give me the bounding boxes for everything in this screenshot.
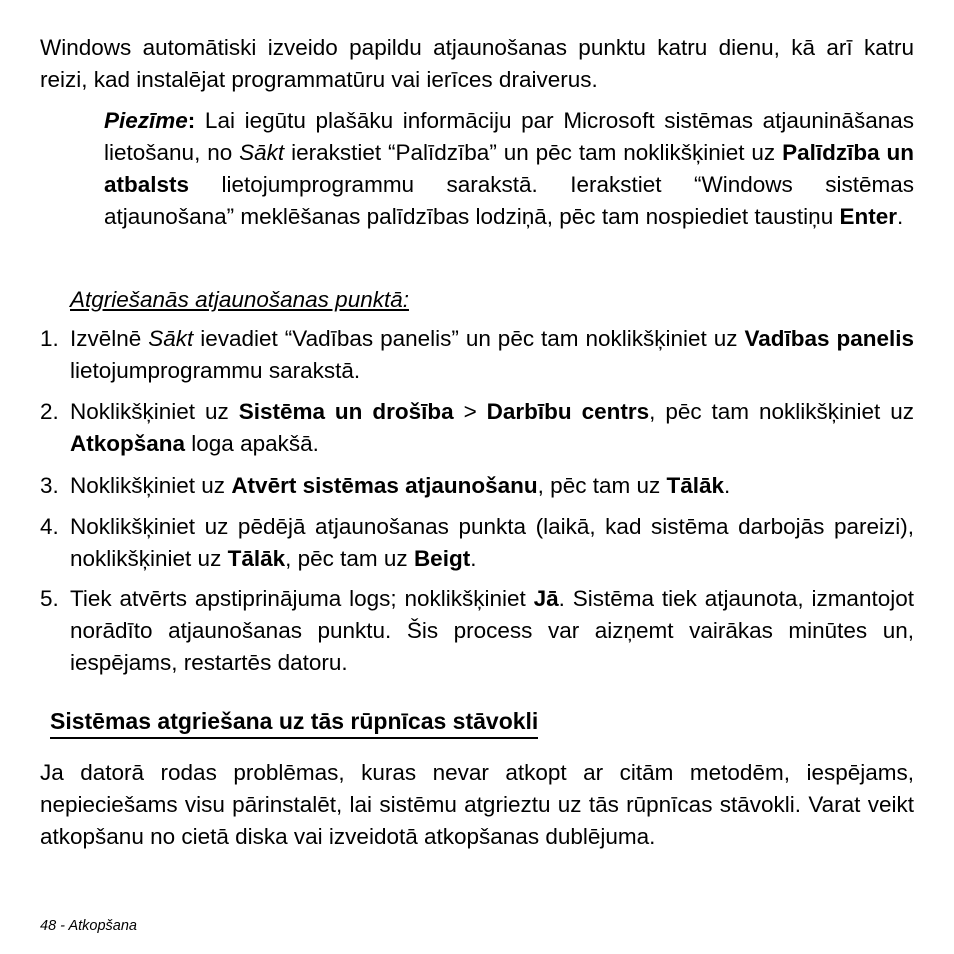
section-heading: Sistēmas atgriešana uz tās rūpnīcas stāvokli [50,705,538,739]
list-item: 4. Noklikšķiniet uz pēdējā atjaunošanas punkta (laikā, kad sistēma darbojās pareizi), noklikšķiniet uz Tālāk, pēc tam uz Beigt. [40,511,914,575]
step-number: 2. [40,399,59,424]
enter-key-ref: Enter [839,204,897,229]
intro-paragraph: Windows automātiski izveido papildu atjaunošanas punktu katru dienu, kā arī katru reizi, kad instalējat programmatūru vai ierīces draiverus. [40,35,914,92]
note-label: Piezīme: [104,108,196,133]
list-item: 1. Izvēlnē Sākt ievadiet “Vadības panelis” un pēc tam noklikšķiniet uz Vadības panelis lietojumprogrammu sarakstā. [40,323,914,387]
help-support-ref: Palīdzība un atbalsts [104,140,915,197]
start-menu-ref: Sākt [239,140,285,165]
note-paragraph: Piezīme: Lai iegūtu plašāku informāciju par Microsoft sistēmas atjaunināšanas lietošanu, no Sākt ierakstiet “Palīdzība” un pēc tam noklikšķiniet uz Palīdzība un atbalsts lietojumprogrammu sarakstā. Ierakstiet “Windows sistēmas atjaunošana” meklēšanas palīdzības lodziņā, pēc tam nospiediet taustiņu Enter. [104,108,915,229]
step-number: 4. [40,514,59,539]
step-number: 3. [40,473,59,498]
section-body: Ja datorā rodas problēmas, kuras nevar atkopt ar citām metodēm, iespējams, nepieciešams visu pārinstalēt, lai sistēmu atgrieztu uz tās rūpnīcas stāvokli. Varat veikt atkopšanu no cietā diska vai izveidotā atkopšanas dublējuma. [40,760,914,849]
list-item: 3. Noklikšķiniet uz Atvērt sistēmas atjaunošanu, pēc tam uz Tālāk. [40,470,914,502]
list-item: 2. Noklikšķiniet uz Sistēma un drošība > Darbību centrs, pēc tam noklikšķiniet uz Atkopšana loga apakšā. [40,396,914,460]
page-footer: 48 - Atkopšana [40,918,137,934]
restore-point-subheading: Atgriešanās atjaunošanas punktā: [70,287,409,312]
list-item: 5. Tiek atvērts apstiprinājuma logs; noklikšķiniet Jā. Sistēma tiek atjaunota, izmantojot norādīto atjaunošanas punktu. Šis process var aizņemt vairākas minūtes un, iespējams, restartēs datoru. [40,583,914,679]
step-number: 5. [40,586,59,611]
step-number: 1. [40,326,59,351]
